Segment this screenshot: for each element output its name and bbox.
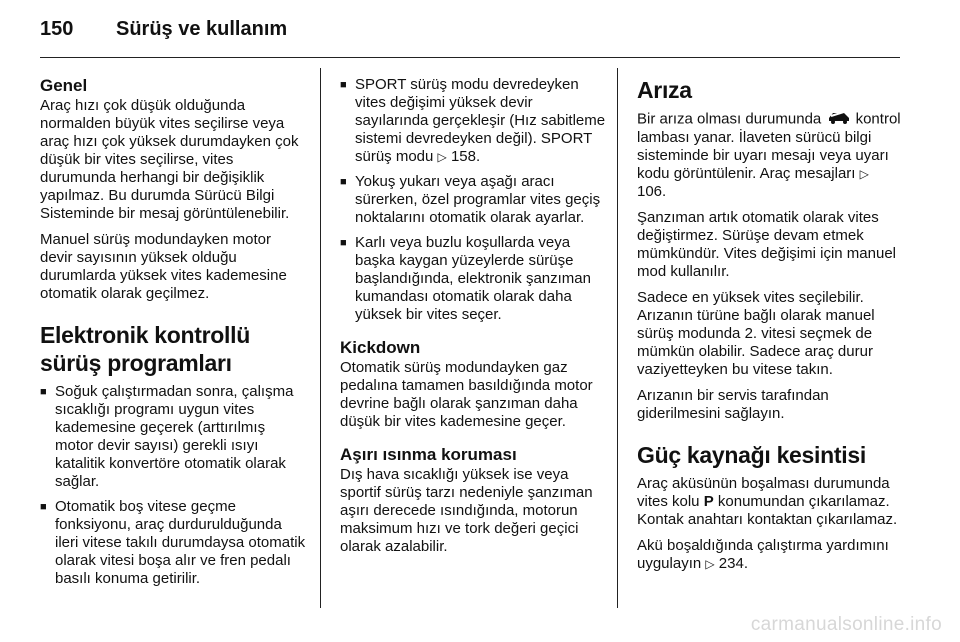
list-item: ■ SPORT sürüş modu devredeyken vites değişimi yüksek devir sayılarında gerçekleşir (Hız sabitleme sistemi devredeyken değil). SPORT sürüş modu ▷ 158. — [340, 76, 606, 165]
paragraph: Araç aküsünün boşalması durumunda vites kolu P konumundan çıkarılamaz. Kontak anahtarı kontaktan çıkarılamaz. — [637, 475, 898, 528]
arrow-ref-icon: ▷ — [705, 557, 715, 571]
watermark: carmanualsonline.info — [750, 614, 942, 635]
section-heading-genel: Genel — [40, 76, 88, 95]
bullet-icon: ■ — [340, 176, 347, 188]
column-1 — [40, 76, 306, 595]
column-2 — [340, 76, 606, 564]
header-rule — [40, 57, 900, 58]
paragraph: Araç hızı çok düşük olduğunda normalden büyük vites seçilirse veya araç hızı çok yüksek durumdayken çok düşük bir vites seçilirse, vites durumunda herhangi bir değişiklik yapılmaz. Bu durumda Sürücü Bilgi Sisteminde bir mesaj görüntülenebilir. — [40, 97, 299, 222]
section-heading-kickdown: Kickdown — [340, 338, 421, 357]
page-title: Sürüş ve kullanım — [116, 18, 288, 40]
arrow-ref-icon: ▷ — [859, 167, 869, 181]
section-heading-overheat: Aşırı ısınma koruması — [340, 445, 517, 464]
car-warning-icon — [827, 110, 851, 129]
paragraph: Otomatik sürüş modundayken gaz pedalına tamamen basıldığında motor devrine bağlı olarak şanzıman daha düşük bir vites kademesine geçer. — [340, 359, 593, 430]
list-item: ■ Otomatik boş vitese geçme fonksiyonu, araç durdurulduğunda ileri vitese takılı durumdaysa otomatik olarak vitesi boşa alır ve fren pedalı basılı konuma getirilir. — [40, 498, 306, 587]
bullet-icon: ■ — [340, 79, 347, 91]
paragraph: Arızanın bir servis tarafından giderilmesini sağlayın. — [637, 387, 829, 422]
bullet-icon: ■ — [340, 237, 347, 249]
paragraph: Akü boşaldığında çalıştırma yardımını uygulayın ▷ 234. — [637, 537, 889, 572]
section-heading-elektronik: Elektronik kontrollü sürüş programları — [40, 322, 250, 376]
section-heading-ariza: Arıza — [637, 77, 692, 103]
list-item: ■ Soğuk çalıştırmadan sonra, çalışma sıcaklığı programı uygun vites kademesine geçerek (arttırılmış motor devir sayısı) gerekli ısıyı katalitik konvertöre otomatik olarak sağlar. — [40, 383, 294, 490]
page-link[interactable]: 106. — [637, 183, 667, 200]
list-item: ■ Yokuş yukarı veya aşağı aracı sürerken, özel programlar vites geçiş noktalarını otomatik olarak ayarlar. — [340, 173, 601, 226]
page-number: 150 — [40, 18, 74, 40]
section-heading-guc: Güç kaynağı kesintisi — [637, 442, 866, 468]
bullet-icon: ■ — [40, 386, 47, 398]
paragraph: Dış hava sıcaklığı yüksek ise veya sportif sürüş tarzı nedeniyle şanzıman aşırı derecede ısındığında, motorun maksimum hızı ve tork değeri geçici olarak azalabilir. — [340, 466, 593, 555]
paragraph: Manuel sürüş modundayken motor devir sayısının yüksek olduğu durumlarda yüksek vites kademesine otomatik olarak geçilmez. — [40, 231, 287, 302]
column-divider — [320, 68, 321, 608]
column-divider — [617, 68, 618, 608]
list-item: ■ Karlı veya buzlu koşullarda veya başka kaygan yüzeylerde sürüşe başlandığında, elektronik şanzıman kumandası otomatik olarak daha yüksek bir vites seçer. — [340, 234, 591, 323]
paragraph: Sadece en yüksek vites seçilebilir. Arızanın türüne bağlı olarak manuel sürüş modunda 2. vitesi seçmek de mümkün olabilir. Sadece araç durur vaziyetteyken bu vitese takın. — [637, 289, 875, 378]
paragraph: Şanzıman artık otomatik olarak vites değiştirmez. Sürüşe devam etmek mümkündür. Vites değişimi için manuel mod kullanılır. — [637, 209, 897, 280]
page-link[interactable]: 158. — [450, 148, 481, 165]
arrow-ref-icon: ▷ — [437, 150, 447, 164]
bullet-icon: ■ — [40, 501, 47, 513]
page-link[interactable]: 234. — [718, 555, 748, 572]
column-3 — [637, 76, 901, 581]
paragraph: Bir arıza olması durumunda kontrol lambası yanar. İlaveten sürücü bilgi sisteminde bir uyarı mesajı veya uyarı kodu görüntülenir. Araç mesajları ▷ 106. — [637, 110, 901, 200]
page-header — [40, 18, 287, 48]
gear-position-label: P — [703, 493, 714, 510]
